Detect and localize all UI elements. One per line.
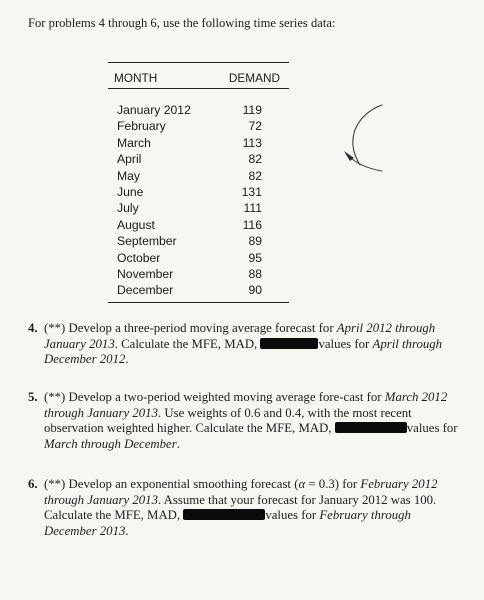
- table-row: [108, 217, 289, 233]
- problem-number: 4.: [28, 321, 38, 335]
- redaction-mark: [260, 338, 318, 349]
- problem-text: [44, 477, 460, 539]
- calc-range: February through December 2013: [44, 508, 411, 538]
- cell-demand: 113: [242, 135, 262, 150]
- redaction-mark: [335, 422, 407, 433]
- table-row: [108, 250, 289, 266]
- cell-demand: 95: [248, 250, 262, 265]
- table-row: [108, 102, 289, 118]
- text-segment: . Calculate the MFE, MAD,: [114, 336, 258, 351]
- table-row: [108, 151, 289, 167]
- table-header-row: [108, 63, 289, 85]
- problem-text: [44, 321, 460, 368]
- header-month: MONTH: [114, 71, 158, 85]
- difficulty-stars: (**): [44, 390, 66, 404]
- text-segment: Develop a two-period weighted moving average fore-cast for: [68, 390, 382, 404]
- table-row: [108, 266, 289, 282]
- cell-month: November: [117, 266, 174, 281]
- table-row: [108, 135, 289, 151]
- intro-text: For problems 4 through 6, use the following time series data:: [28, 16, 336, 30]
- cell-month: January 2012: [117, 103, 191, 117]
- handwritten-bracket-mark: [330, 95, 390, 190]
- cell-demand: 89: [248, 234, 262, 249]
- cell-demand: 131: [241, 184, 262, 199]
- difficulty-stars: (**): [44, 321, 66, 335]
- cell-month: June: [117, 184, 144, 199]
- table-row: [108, 200, 289, 216]
- difficulty-stars: (**): [44, 477, 66, 491]
- text-segment: = 0.3) for: [308, 477, 358, 491]
- text-segment: .: [125, 352, 129, 367]
- cell-month: September: [117, 234, 177, 249]
- table-row: [108, 233, 289, 249]
- cell-demand: 82: [248, 168, 262, 183]
- redaction-mark: [183, 509, 265, 520]
- table-body: [108, 89, 289, 299]
- cell-month: May: [117, 168, 141, 183]
- calc-range: April through December 2012: [44, 336, 443, 367]
- forecast-range: February 2012 through January 2013: [44, 477, 438, 507]
- cell-demand: 119: [242, 103, 262, 117]
- problem-number: 5.: [28, 390, 38, 404]
- cell-month: August: [117, 217, 155, 232]
- cell-month: October: [117, 250, 161, 265]
- cell-month: July: [117, 201, 139, 216]
- problem-4: [28, 321, 460, 368]
- problem-number: 6.: [28, 477, 38, 491]
- cell-month: February: [117, 119, 166, 134]
- forecast-range: March 2012 through January 2013: [44, 390, 448, 420]
- cell-demand: 116: [242, 217, 262, 232]
- cell-month: March: [117, 135, 151, 150]
- problem-text: [44, 390, 460, 452]
- forecast-range: April 2012 through January 2013: [44, 321, 436, 351]
- table-row: [108, 184, 289, 200]
- table-row: [108, 118, 289, 134]
- cell-month: April: [117, 152, 142, 167]
- cell-demand: 82: [248, 152, 262, 167]
- text-segment: Develop a three-period moving average forecast for: [68, 321, 334, 335]
- text-segment: . Assume that your forecast for January 2012 was 100. Calculate the MFE, MAD,: [44, 492, 437, 523]
- text-segment: . Use weights of 0.6 and 0.4, with the most recent observation weighted higher. Calculate the MFE, MAD,: [44, 405, 412, 436]
- text-segment: values for: [265, 508, 317, 523]
- cell-demand: 88: [248, 266, 262, 281]
- table-bottom-rule: [108, 302, 289, 303]
- problem-5: [28, 390, 460, 452]
- cell-demand: 111: [243, 201, 262, 216]
- calc-range: March through December: [44, 436, 177, 451]
- cell-demand: 90: [248, 283, 262, 298]
- alpha-symbol: α: [298, 477, 306, 491]
- table-row: [108, 282, 289, 298]
- table-row: [108, 168, 289, 184]
- text-segment: .: [125, 523, 129, 538]
- text-segment: values for: [406, 421, 458, 436]
- problem-6: [28, 477, 460, 539]
- text-segment: values for: [318, 336, 370, 351]
- cell-month: December: [117, 283, 174, 298]
- text-segment: .: [176, 436, 180, 451]
- header-demand: DEMAND: [228, 71, 280, 85]
- cell-demand: 72: [248, 119, 262, 134]
- time-series-table: [108, 62, 289, 303]
- text-segment: Develop an exponential smoothing forecast (: [68, 477, 299, 491]
